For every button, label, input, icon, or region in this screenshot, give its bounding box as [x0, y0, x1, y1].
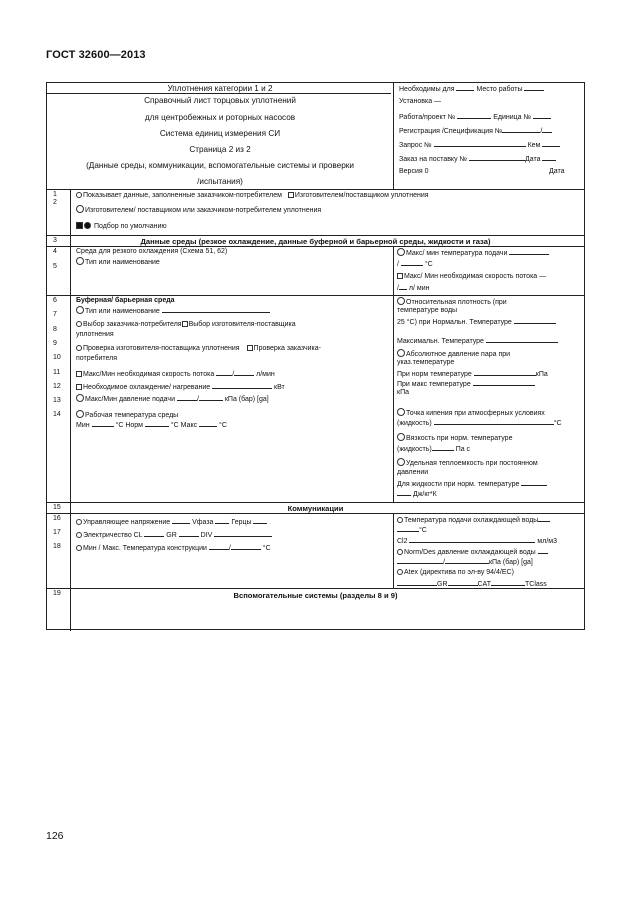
vapor-pressure-max[interactable]: При макс температуре	[397, 379, 535, 389]
viscosity-value[interactable]: (жидкость) Па с	[397, 446, 471, 453]
electrical-area-field[interactable]: Электричество CL GR DIV	[76, 530, 272, 540]
radio-square-icon	[397, 349, 405, 357]
radio-square-icon	[397, 297, 405, 305]
middle-divider	[393, 513, 394, 588]
buffer-media-title: Буферная/ барьерная среда	[76, 297, 175, 304]
buffer-type-field[interactable]: Тип или наименование	[76, 306, 270, 316]
row-number: 16	[53, 515, 61, 522]
rule	[47, 189, 584, 190]
row-number: 5	[53, 263, 57, 270]
rule	[47, 513, 584, 514]
chlorine-field[interactable]: Cl2 мл/м3	[397, 538, 557, 545]
heat-capacity-unit[interactable]: Дж/кг*К	[397, 489, 437, 499]
radio-square-icon	[76, 394, 84, 402]
heat-capacity-norm[interactable]: Для жидкости при норм. температуре	[397, 479, 547, 489]
row-number: 11	[53, 369, 61, 376]
buffer-cooling-field[interactable]: Необходимое охлаждение/ нагревание кВт	[76, 382, 285, 392]
viscosity-field[interactable]: Вязкость при норм. температуре	[397, 433, 512, 443]
checkbox-icon	[247, 345, 253, 351]
version-field: Версия 0	[399, 168, 429, 175]
row-number: 6	[53, 297, 57, 304]
radio-square-icon	[397, 408, 405, 416]
radio-square-icon	[76, 410, 84, 418]
heat-capacity-field[interactable]: Удельная теплоемкость при постоянном	[397, 458, 538, 468]
quench-temp-field[interactable]: Макс/ мин температура подачи	[397, 248, 549, 258]
vapor-pressure-unit: кПа	[397, 389, 409, 396]
radio-square-icon	[397, 248, 405, 256]
row-number: 1	[53, 191, 57, 198]
row-number: 18	[53, 543, 61, 550]
row-number: 8	[53, 326, 57, 333]
page-of-pages: Страница 2 из 2	[189, 145, 251, 154]
cooling-water-pressure-value[interactable]: / кПа (бар) [gа]	[397, 557, 533, 567]
middle-divider	[393, 246, 394, 502]
relative-density-cont: температуре воды	[397, 307, 458, 314]
vapor-pressure-norm[interactable]: При норм температуре кПа	[397, 371, 548, 378]
checkbox-icon	[182, 321, 188, 327]
radio-icon	[397, 569, 403, 575]
sheet-subtitle: для центробежных и роторных насосов	[144, 113, 296, 122]
buffer-selection-cont: уплотнения	[76, 331, 114, 338]
request-field[interactable]: Запрос № Кем	[399, 140, 560, 150]
radio-icon	[397, 517, 403, 523]
relative-density-max[interactable]: Максимальн. Температуре	[397, 336, 558, 346]
buffer-working-temp-values[interactable]: Мин °С Норм °С Макс °С	[76, 422, 227, 429]
legend-manufacturer-or-customer: Изготовителем/ поставщиком или заказчиком-потребителем уплотнения	[76, 205, 321, 215]
row-number: 4	[53, 248, 57, 255]
number-column-divider	[70, 189, 71, 631]
category-title: Уплотнения категории 1 и 2	[167, 84, 273, 93]
row-number: 2	[53, 199, 57, 206]
radio-icon	[76, 545, 82, 551]
page-number: 126	[46, 830, 64, 842]
header-divider	[393, 83, 394, 189]
row-number: 14	[53, 411, 61, 418]
sheet-title: Справочный лист торцовых уплотнений	[144, 96, 296, 105]
boiling-point-field[interactable]: Точка кипения при атмосферных условиях	[397, 408, 545, 418]
doc-header: ГОСТ 32600—2013	[46, 49, 146, 61]
checkbox-icon	[397, 273, 403, 279]
row-number: 15	[53, 504, 61, 511]
legend-default-selection: Подбор по умолчанию	[76, 222, 167, 231]
rule	[47, 93, 391, 94]
atex-classification[interactable]: GR CAT TClass	[397, 579, 547, 589]
radio-icon	[76, 519, 82, 525]
boiling-point-value[interactable]: (жидкость) °С	[397, 420, 562, 427]
cooling-water-pressure-field[interactable]: Norm/Des давление охлаждающей воды	[397, 547, 548, 557]
order-field[interactable]: Заказ на поставку № Дата	[399, 154, 556, 164]
vapor-pressure-field[interactable]: Абсолютное давление пара при	[397, 349, 510, 359]
relative-density-norm[interactable]: 25 °С) при Нормальн. Температуре	[397, 317, 556, 327]
row-number: 3	[53, 237, 57, 244]
unit-system: Система единиц измерения СИ	[159, 129, 281, 138]
row-number: 12	[53, 383, 61, 390]
quench-temp-range[interactable]: / °С	[397, 261, 433, 268]
radio-square-icon	[397, 458, 405, 466]
cooling-water-temp-value[interactable]: °С	[397, 525, 427, 535]
design-temp-field[interactable]: Мин / Макс. Температура конструкции / °С	[76, 543, 271, 553]
quench-type-field[interactable]: Тип или наименование	[76, 257, 160, 267]
row-number: 13	[53, 397, 61, 404]
installation-field[interactable]: Установка —	[399, 98, 442, 105]
radio-icon	[76, 192, 82, 198]
vapor-pressure-cont: указ.температуре	[397, 359, 455, 366]
radio-icon	[76, 345, 82, 351]
checkbox-icon	[288, 192, 294, 198]
heat-capacity-cont: давлении	[397, 469, 429, 476]
buffer-flow-field[interactable]: Макс/Мин необходимая скорость потока / л/мин	[76, 369, 275, 379]
row-number: 10	[53, 354, 61, 361]
section-title-auxiliary-systems: Вспомогательные системы (разделы 8 и 9)	[233, 591, 398, 600]
rule	[47, 502, 584, 503]
required-for-field[interactable]: Необходимы для Место работы	[399, 84, 544, 94]
row-number: 7	[53, 311, 57, 318]
buffer-working-temp-field[interactable]: Рабочая температура среды	[76, 410, 178, 420]
section-title-utilities: Коммуникации	[287, 504, 344, 513]
work-project-field[interactable]: Работа/проект № Единица №	[399, 112, 551, 122]
row-number: 17	[53, 529, 61, 536]
radio-square-icon	[397, 433, 405, 441]
row-number: 19	[53, 590, 61, 597]
radio-square-icon	[76, 205, 84, 213]
buffer-check-option[interactable]: Проверка изготовителя-поставщика уплотнения Проверка заказчика-	[76, 345, 321, 353]
radio-icon	[76, 532, 82, 538]
rule	[47, 295, 584, 296]
sheet-description-cont: /испытания)	[197, 177, 243, 186]
cooling-water-temp-field[interactable]: Температура подачи охлаждающей воды	[397, 515, 550, 525]
radio-square-icon	[76, 306, 84, 314]
rule	[47, 246, 584, 247]
atex-field[interactable]: Atex (директива по эл-ву 94/4/EC)	[397, 569, 514, 577]
relative-density-field[interactable]: Относительная плотность (при	[397, 297, 507, 307]
sheet-description: (Данные среды, коммуникации, вспомогательные системы и проверки	[86, 161, 354, 170]
checkbox-icon	[76, 384, 82, 390]
version-date: Дата	[549, 168, 565, 175]
quench-flow-range[interactable]: / л/ мин	[397, 285, 430, 292]
rule	[47, 235, 584, 236]
section-title-media-data: Данные среды (резкое охлаждение, данные буферной и барьерной среды, жидкости и газа)	[140, 237, 491, 246]
quench-medium-label: Среда для резкого охлаждения (Схема 51, 62)	[76, 248, 228, 255]
filled-radio-icon	[84, 222, 91, 229]
radio-icon	[76, 321, 82, 327]
row-number: 9	[53, 340, 57, 347]
seal-data-sheet-form	[46, 82, 585, 630]
legend-customer-data: Показывает данные, заполненные заказчиком-потребителем Изготовителем/поставщиком уплотнения	[76, 192, 429, 200]
checkbox-icon	[76, 371, 82, 377]
buffer-selection-option[interactable]: Выбор заказчика-потребителя Выбор изготовителя-поставщика	[76, 321, 296, 329]
control-voltage-field[interactable]: Управляющее напряжение Vфаза Герцы	[76, 517, 267, 527]
registration-field[interactable]: Регистрация /Спецификация № /	[399, 126, 552, 136]
radio-icon	[397, 549, 403, 555]
radio-square-icon	[76, 257, 84, 265]
quench-flow-field[interactable]: Макс/ Мин необходимая скорость потока —	[397, 273, 546, 281]
filled-checkbox-icon	[76, 222, 83, 229]
buffer-check-cont: потребителя	[76, 355, 118, 362]
buffer-pressure-field[interactable]: Макс/Мин давление подачи / кПа (бар) [gа]	[76, 394, 269, 404]
